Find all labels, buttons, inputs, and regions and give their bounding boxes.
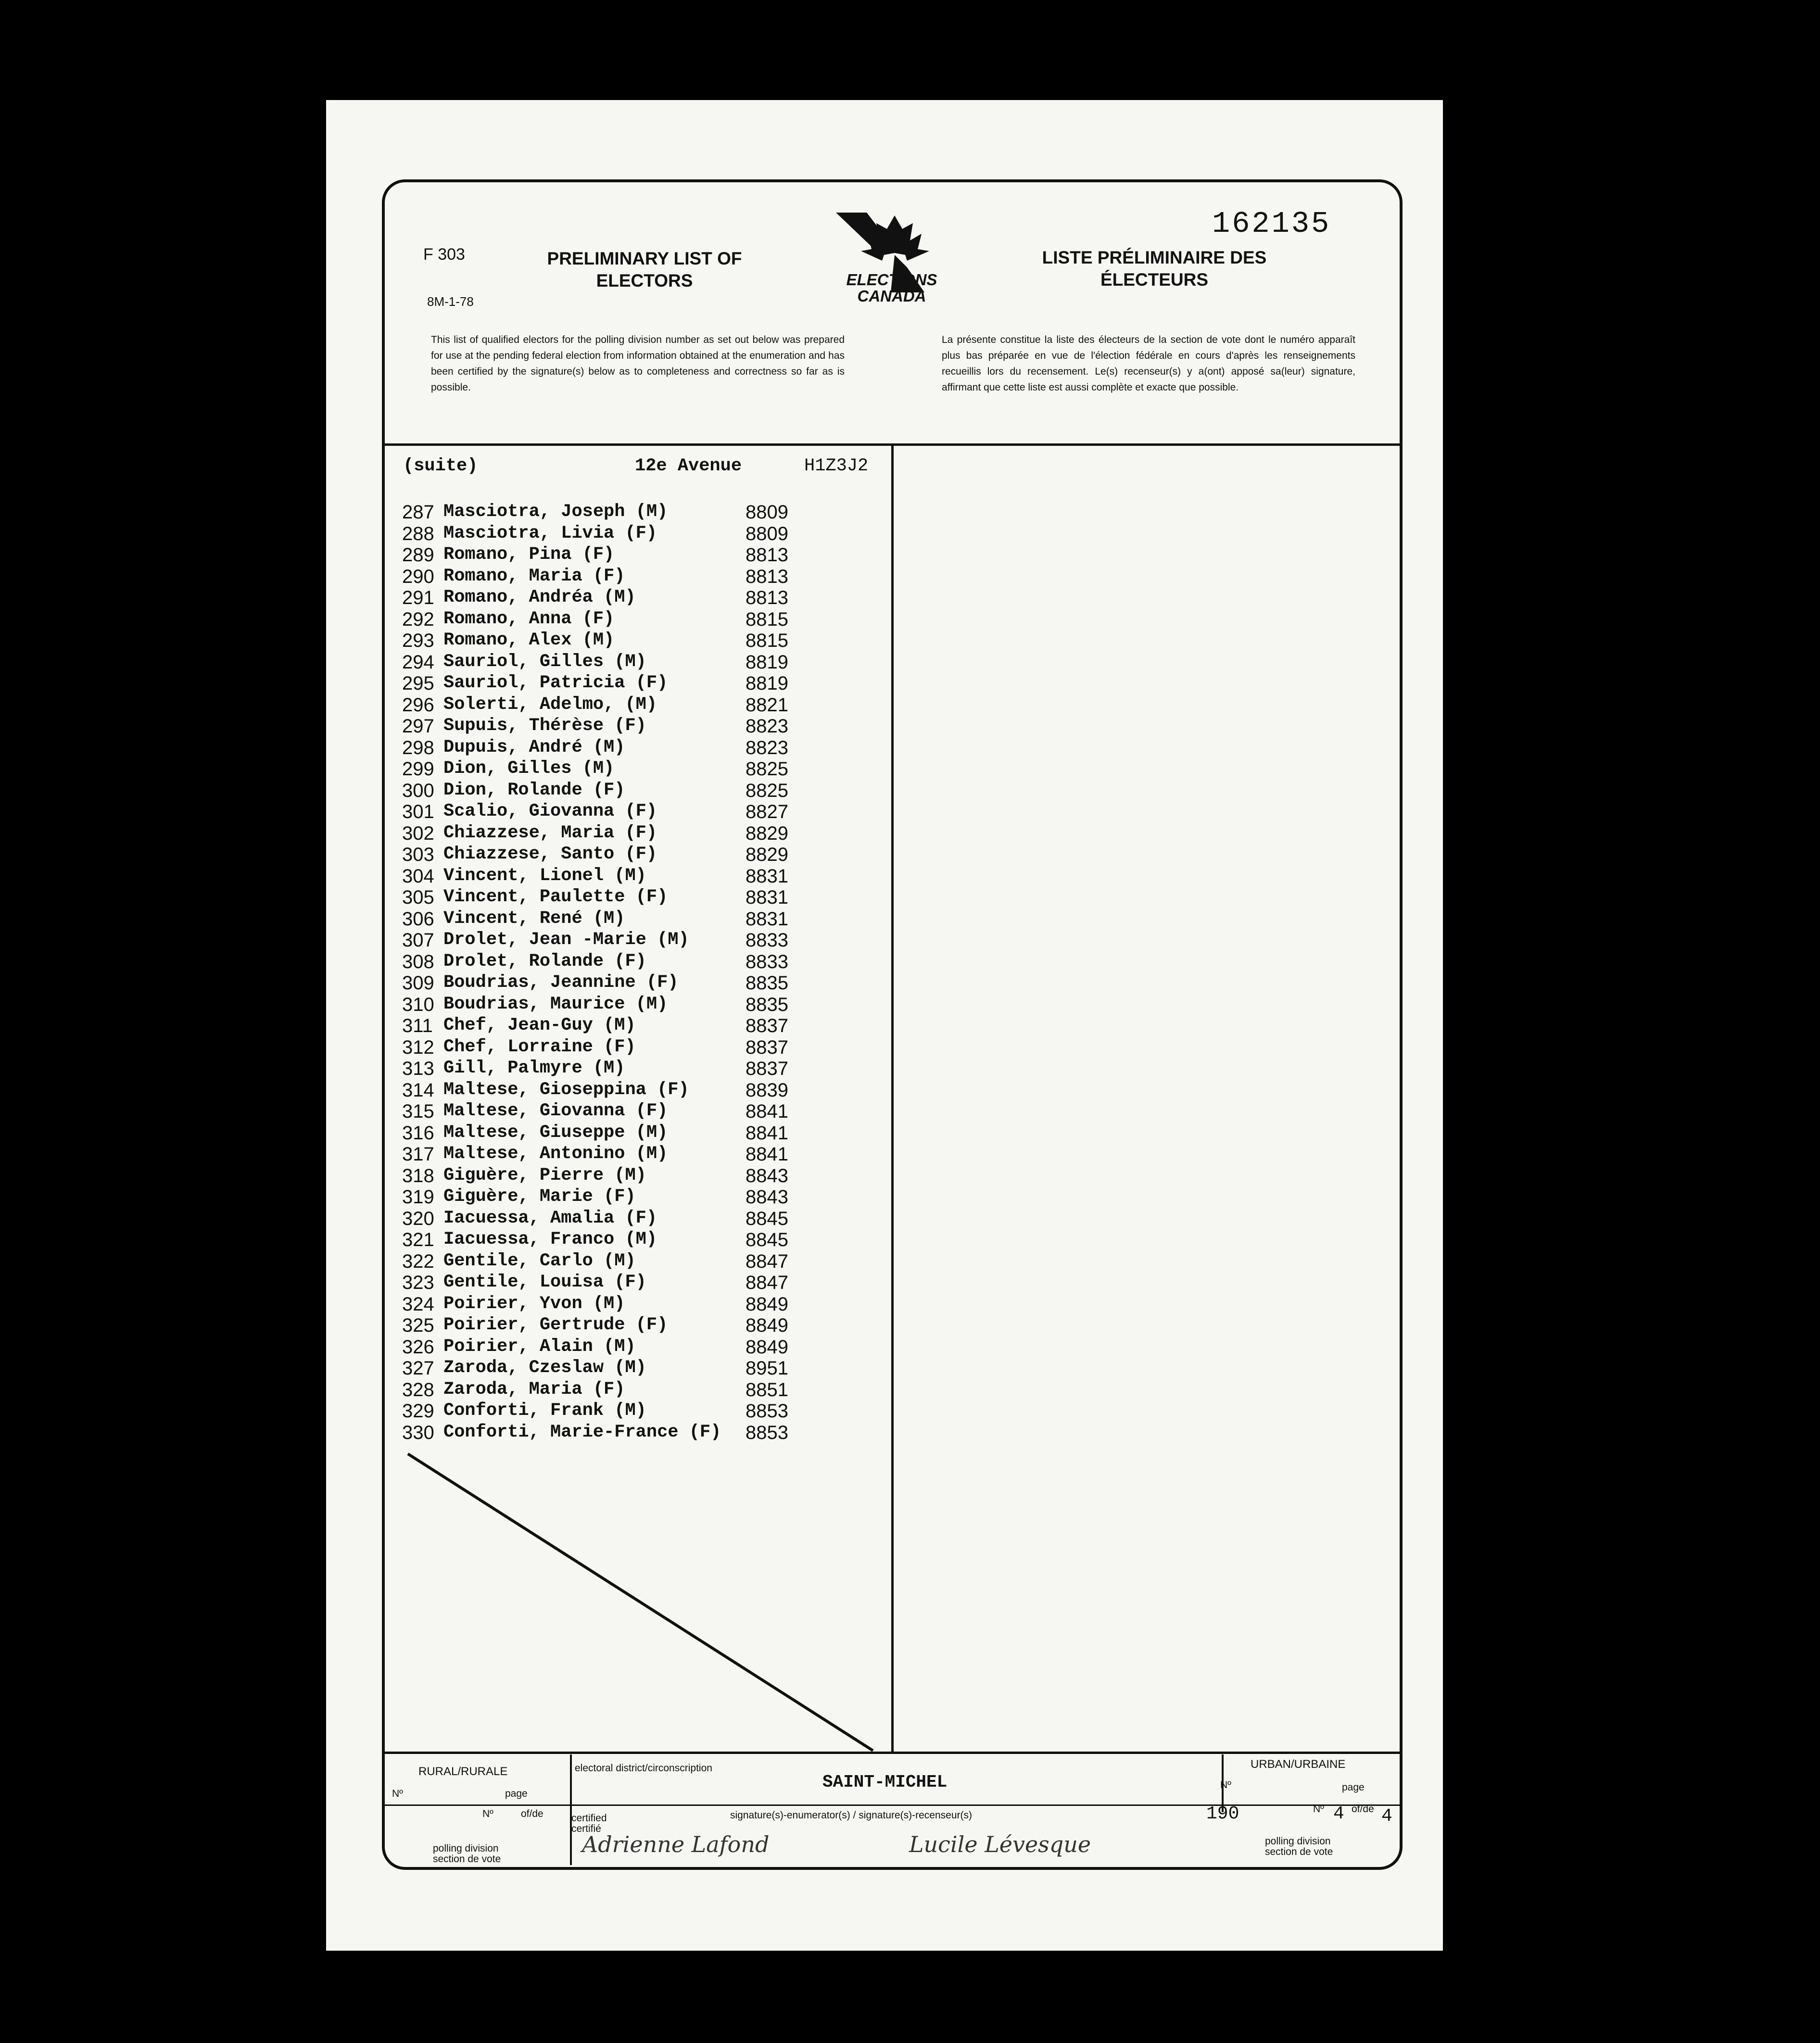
form-code: F 303	[423, 245, 465, 264]
footer-rural-divider	[570, 1754, 572, 1865]
elector-name: Chef, Jean-Guy (M)	[443, 1015, 636, 1035]
elector-row	[402, 801, 788, 823]
elector-row	[402, 716, 788, 737]
elector-number: 310	[402, 994, 434, 1015]
logo-wordmark	[824, 272, 959, 304]
elector-address: 8827	[746, 801, 788, 822]
elector-address: 8831	[746, 908, 788, 930]
elector-name: Vincent, Paulette (F)	[443, 887, 668, 907]
rural-no-label: Nº	[392, 1788, 403, 1799]
elector-name: Poirier, Yvon (M)	[443, 1293, 625, 1314]
district-label: electoral district/circonscription	[575, 1763, 712, 1774]
elector-row	[402, 630, 788, 652]
postal-code: H1Z3J2	[804, 456, 869, 476]
elector-address: 8821	[746, 694, 788, 716]
elector-name: Conforti, Marie-France (F)	[443, 1422, 721, 1442]
urban-polling-division-label: polling division section de vote	[1265, 1836, 1333, 1857]
elector-number: 309	[402, 972, 434, 994]
elector-address: 8951	[746, 1358, 788, 1379]
elector-name: Chef, Lorraine (F)	[443, 1036, 636, 1057]
elector-number: 322	[402, 1250, 434, 1272]
elector-address: 8809	[746, 502, 788, 523]
elector-number: 307	[402, 930, 434, 951]
elector-address: 8841	[746, 1144, 788, 1165]
district-name: SAINT-MICHEL	[822, 1772, 948, 1792]
elector-row	[402, 587, 788, 609]
certified-label: certified certifié	[571, 1813, 607, 1834]
elector-row	[402, 1015, 788, 1037]
elector-address: 8823	[746, 737, 788, 758]
elector-number: 317	[402, 1144, 434, 1165]
elector-name: Romano, Maria (F)	[443, 566, 625, 586]
elector-number: 315	[402, 1101, 434, 1122]
elector-number: 320	[402, 1208, 434, 1229]
elector-address: 8853	[746, 1400, 788, 1422]
elector-address: 8815	[746, 608, 788, 630]
elector-name: Iacuessa, Franco (M)	[443, 1229, 657, 1249]
elector-row	[402, 1358, 788, 1379]
elector-row	[402, 1379, 788, 1401]
elector-name: Maltese, Gioseppina (F)	[443, 1079, 689, 1100]
elector-row	[402, 1422, 788, 1444]
urban-no-label: Nº	[1220, 1779, 1231, 1791]
elector-name: Zaroda, Czeslaw (M)	[443, 1358, 646, 1378]
elector-address: 8837	[746, 1058, 788, 1079]
elector-row	[402, 737, 788, 759]
elector-address: 8835	[746, 972, 788, 994]
elector-name: Sauriol, Patricia (F)	[443, 673, 668, 693]
logo-word-elections: ELECTIONS	[846, 271, 937, 289]
elector-number: 297	[402, 716, 434, 737]
elector-address: 8849	[746, 1315, 788, 1336]
elector-number: 305	[402, 887, 434, 908]
elector-row	[402, 502, 788, 523]
rural-page-no-label: Nº	[482, 1808, 493, 1819]
urban-page-label: page	[1342, 1782, 1365, 1793]
elector-list	[402, 502, 788, 1443]
elector-address: 8831	[746, 887, 788, 908]
elector-row	[402, 1144, 788, 1165]
elector-name: Masciotra, Livia (F)	[443, 523, 657, 543]
elector-address: 8831	[746, 865, 788, 887]
elector-row	[402, 566, 788, 588]
elector-number: 287	[402, 502, 434, 523]
elector-address: 8809	[746, 523, 788, 544]
elector-row	[402, 1337, 788, 1358]
elector-number: 289	[402, 544, 434, 566]
elector-name: Iacuessa, Amalia (F)	[443, 1208, 657, 1228]
elector-row	[402, 1165, 788, 1187]
elector-row	[402, 1251, 788, 1273]
elector-row	[402, 673, 788, 694]
elector-name: Vincent, Lionel (M)	[443, 865, 646, 886]
elector-address: 8847	[746, 1250, 788, 1272]
page-total: 4	[1381, 1806, 1392, 1827]
elector-row	[402, 994, 788, 1016]
elector-name: Gill, Palmyre (M)	[443, 1058, 625, 1078]
elector-number: 311	[402, 1015, 433, 1036]
elector-number: 313	[402, 1058, 434, 1079]
serial-number: 162135	[1212, 207, 1331, 241]
rural-polling-division-label: polling division section de vote	[433, 1843, 501, 1865]
elector-row	[402, 1080, 788, 1101]
elector-address: 8835	[746, 994, 788, 1015]
elector-name: Giguère, Marie (F)	[443, 1186, 636, 1207]
elector-name: Maltese, Antonino (M)	[443, 1144, 668, 1164]
urban-page-no-label: Nº	[1313, 1803, 1324, 1815]
form-date: 8M-1-78	[427, 294, 474, 309]
elector-name: Poirier, Gertrude (F)	[443, 1315, 668, 1335]
elector-number: 298	[402, 737, 434, 758]
elector-address: 8843	[746, 1165, 788, 1186]
elector-name: Drolet, Rolande (F)	[443, 951, 646, 971]
elector-number: 319	[402, 1186, 434, 1208]
elector-address: 8837	[746, 1036, 788, 1058]
elector-name: Boudrias, Jeannine (F)	[443, 972, 679, 993]
elector-name: Poirier, Alain (M)	[443, 1336, 636, 1357]
elector-name: Drolet, Jean -Marie (M)	[443, 930, 689, 950]
elector-row	[402, 652, 788, 673]
elector-row	[402, 844, 788, 866]
elector-row	[402, 758, 788, 780]
logo-word-canada: CANADA	[857, 287, 926, 305]
elector-name: Vincent, René (M)	[443, 908, 625, 929]
elector-name: Dion, Gilles (M)	[443, 758, 615, 779]
elector-name: Boudrias, Maurice (M)	[443, 994, 668, 1014]
elector-number: 326	[402, 1336, 434, 1358]
elector-row	[402, 930, 788, 951]
elector-row	[402, 1315, 788, 1337]
elector-number: 328	[402, 1379, 434, 1400]
elector-number: 295	[402, 673, 434, 694]
elector-name: Giguère, Pierre (M)	[443, 1165, 646, 1185]
elector-address: 8841	[746, 1101, 788, 1122]
elector-number: 294	[402, 651, 434, 673]
elector-name: Sauriol, Gilles (M)	[443, 651, 646, 672]
cancellation-line	[404, 1450, 875, 1758]
rural-page-label: page	[505, 1788, 528, 1799]
elector-address: 8853	[746, 1422, 788, 1443]
elector-name: Chiazzese, Maria (F)	[443, 822, 657, 843]
elector-row	[402, 951, 788, 973]
elector-address: 8813	[746, 587, 788, 608]
rural-of-label: of/de	[521, 1808, 543, 1819]
elector-row	[402, 1186, 788, 1208]
elector-row	[402, 887, 788, 908]
elector-row	[402, 823, 788, 845]
elector-name: Supuis, Thérèse (F)	[443, 716, 646, 736]
signature-label: signature(s)-enumerator(s) / signature(s)-recenseur(s)	[730, 1810, 972, 1821]
elector-address: 8849	[746, 1293, 788, 1315]
signature-enumerator-1: Adrienne Lafond	[582, 1831, 770, 1857]
elector-number: 325	[402, 1315, 434, 1336]
elector-address: 8825	[746, 780, 788, 801]
elector-number: 318	[402, 1165, 434, 1186]
elector-number: 288	[402, 523, 434, 544]
elector-number: 329	[402, 1400, 434, 1422]
elector-number: 316	[402, 1122, 434, 1144]
elector-name: Romano, Pina (F)	[443, 544, 615, 565]
elector-row	[402, 1294, 788, 1315]
elector-row	[402, 544, 788, 566]
elector-number: 321	[402, 1229, 434, 1250]
page-number: 4	[1333, 1803, 1344, 1824]
signature-enumerator-2: Lucile Lévesque	[909, 1831, 1091, 1857]
elector-address: 8829	[746, 822, 788, 844]
elector-number: 301	[402, 801, 434, 822]
elector-name: Maltese, Giovanna (F)	[443, 1101, 668, 1121]
elector-address: 8841	[746, 1122, 788, 1144]
elector-address: 8829	[746, 844, 788, 865]
elector-name: Masciotra, Joseph (M)	[443, 502, 668, 522]
elector-address: 8825	[746, 758, 788, 780]
elector-row	[402, 523, 788, 545]
elector-name: Conforti, Frank (M)	[443, 1400, 646, 1421]
elector-row	[402, 1037, 788, 1059]
elector-number: 302	[402, 822, 434, 844]
suite-label: (suite)	[403, 456, 478, 476]
elector-number: 330	[402, 1422, 434, 1443]
elector-name: Zaroda, Maria (F)	[443, 1379, 625, 1400]
elector-name: Dion, Rolande (F)	[443, 780, 625, 800]
elector-number: 296	[402, 694, 434, 716]
elector-row	[402, 908, 788, 930]
elector-address: 8845	[746, 1208, 788, 1229]
elector-address: 8843	[746, 1186, 788, 1208]
rural-label: RURAL/RURALE	[418, 1765, 508, 1778]
elector-address: 8813	[746, 566, 788, 587]
elector-number: 323	[402, 1272, 434, 1293]
elector-address: 8847	[746, 1272, 788, 1293]
column-divider	[891, 443, 894, 1752]
elector-number: 303	[402, 844, 434, 865]
elector-row	[402, 972, 788, 994]
elector-address: 8815	[746, 630, 788, 651]
elector-number: 314	[402, 1079, 434, 1101]
elector-name: Gentile, Carlo (M)	[443, 1250, 636, 1271]
elector-row	[402, 609, 788, 631]
title-french: LISTE PRÉLIMINAIRE DES ÉLECTEURS	[1042, 248, 1267, 290]
elector-row	[402, 1101, 788, 1122]
elector-name: Solerti, Adelmo, (M)	[443, 694, 657, 715]
elector-number: 293	[402, 630, 434, 651]
elector-address: 8845	[746, 1229, 788, 1250]
elector-row	[402, 1272, 788, 1294]
elector-name: Gentile, Louisa (F)	[443, 1272, 646, 1292]
elector-name: Romano, Anna (F)	[443, 608, 615, 629]
elector-address: 8833	[746, 951, 788, 972]
elector-address: 8823	[746, 716, 788, 737]
elector-number: 327	[402, 1358, 434, 1379]
urban-of-label: of/de	[1352, 1803, 1374, 1815]
footer-row-divider	[383, 1804, 1402, 1806]
poll-number: 190	[1206, 1803, 1239, 1824]
intro-french: La présente constitue la liste des électeurs de la section de vote dont le numéro apparaît plus bas préparée en vue de l'élection fédérale en cours d'après les renseignements recueillis lors du recensement. Le(s) recenseur(s) y a(ont) apposé sa(leur) signature, affirmant que cette liste est aussi complète et exacte que possible.	[942, 334, 1355, 393]
elector-name: Dupuis, André (M)	[443, 737, 625, 757]
elector-address: 8833	[746, 930, 788, 951]
elector-number: 312	[402, 1036, 434, 1058]
urban-label: URBAN/URBAINE	[1251, 1758, 1346, 1771]
elector-row	[402, 694, 788, 716]
elector-row	[402, 1208, 788, 1230]
elector-number: 306	[402, 908, 434, 930]
elector-number: 304	[402, 865, 434, 887]
elector-number: 292	[402, 608, 434, 630]
elector-address: 8839	[746, 1079, 788, 1101]
elector-address: 8837	[746, 1015, 788, 1036]
elector-name: Romano, Alex (M)	[443, 630, 615, 650]
elector-row	[402, 866, 788, 887]
intro-english: This list of qualified electors for the polling division number as set out below was prepared for use at the pending federal election from information obtained at the enumeration and has been certified by the signature(s) below as to completeness and correctness so far as is possible.	[431, 334, 845, 393]
title-english: PRELIMINARY LIST OF ELECTORS	[547, 249, 742, 290]
elector-number: 291	[402, 587, 434, 608]
elector-row	[402, 780, 788, 802]
elector-number: 290	[402, 566, 434, 587]
elector-name: Romano, Andréa (M)	[443, 587, 636, 607]
elector-row	[402, 1122, 788, 1144]
elector-name: Chiazzese, Santo (F)	[443, 844, 657, 864]
elector-row	[402, 1400, 788, 1422]
elector-row	[402, 1058, 788, 1080]
elector-address: 8819	[746, 651, 788, 673]
elector-address: 8849	[746, 1336, 788, 1358]
street-name: 12e Avenue	[635, 456, 742, 476]
elector-name: Scalio, Giovanna (F)	[443, 801, 657, 821]
elector-number: 308	[402, 951, 434, 972]
elector-row	[402, 1229, 788, 1251]
elector-number: 300	[402, 780, 434, 801]
elector-number: 324	[402, 1293, 434, 1315]
elector-address: 8851	[746, 1379, 788, 1400]
elector-number: 299	[402, 758, 434, 780]
elector-name: Maltese, Giuseppe (M)	[443, 1122, 668, 1143]
elector-address: 8819	[746, 673, 788, 694]
elector-address: 8813	[746, 544, 788, 566]
